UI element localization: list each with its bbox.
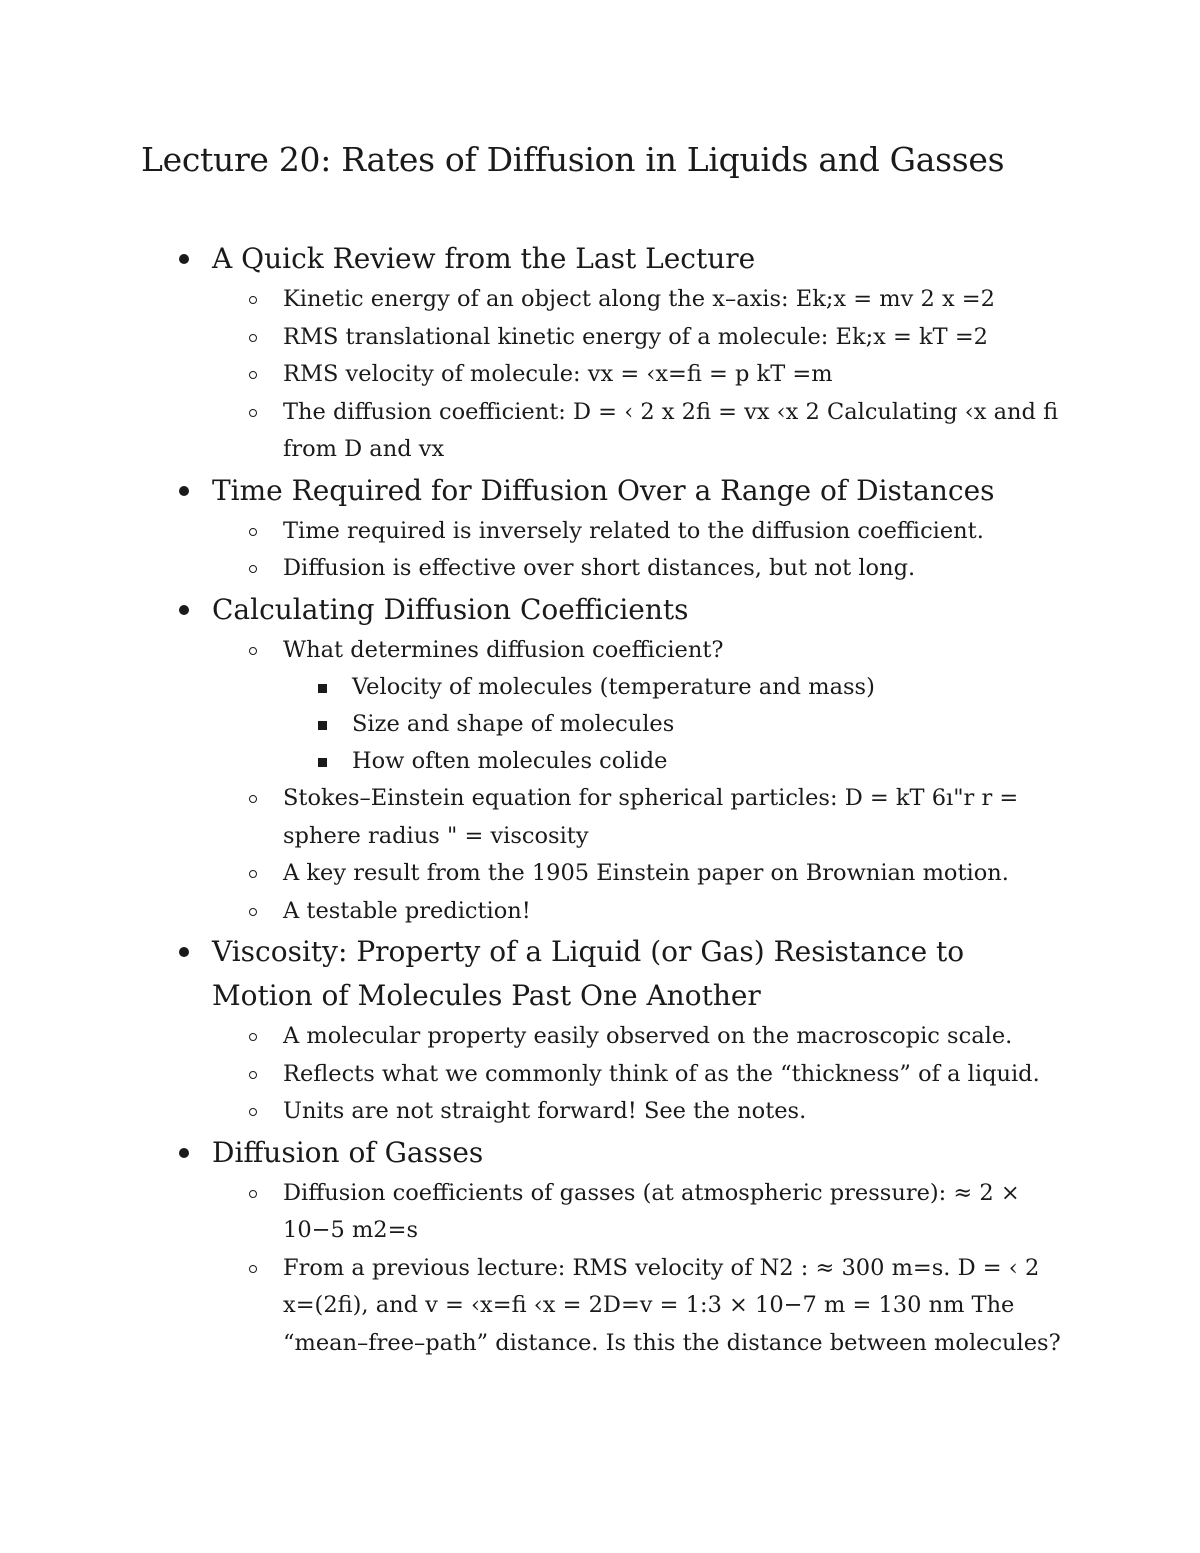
section-heading: Viscosity: Property of a Liquid (or Gas) Resistance to Motion of Molecules Past One Another: [212, 935, 965, 1012]
hollow-bullet-icon: [249, 1033, 257, 1041]
hollow-bullet-icon: [249, 528, 257, 536]
list-item: [0, 394, 1200, 469]
section-heading: A Quick Review from the Last Lecture: [212, 242, 756, 275]
section-points: [0, 281, 1200, 469]
list-item: [0, 281, 1200, 319]
list-item: [0, 513, 1200, 551]
list-item: [0, 1250, 1200, 1363]
sub-list-item-text: Size and shape of molecules: [352, 711, 675, 737]
square-bullet-icon: [318, 758, 327, 767]
sub-list-item: [0, 706, 1200, 743]
list-item-text: A testable prediction!: [283, 897, 531, 924]
hollow-bullet-icon: [249, 870, 257, 878]
filled-bullet-icon: [179, 254, 189, 264]
filled-bullet-icon: [179, 605, 189, 615]
list-item-text: A key result from the 1905 Einstein paper on Brownian motion.: [283, 860, 1009, 886]
list-item-text: The diffusion coefficient: D = ‹ 2 x 2ﬁ = vx ‹x 2 Calculating ‹x and ﬁ from D and vx: [283, 398, 1059, 462]
list-item-text: Diffusion coefficients of gasses (at atmospheric pressure): ≈ 2 × 10−5 m2=s: [283, 1179, 1020, 1243]
section-item: [0, 1131, 1200, 1363]
list-item: [0, 1175, 1200, 1250]
sub-list-item: [0, 743, 1200, 780]
list-item: [0, 893, 1200, 931]
square-bullet-icon: [318, 684, 327, 693]
list-item: [0, 356, 1200, 394]
section-item: [0, 588, 1200, 931]
hollow-bullet-icon: [249, 565, 257, 573]
section-heading: Time Required for Diffusion Over a Range of Distances: [212, 473, 995, 507]
list-item: [0, 855, 1200, 893]
list-item-text: Diffusion is effective over short distances, but not long.: [283, 555, 916, 581]
sub-list-item-text: Velocity of molecules (temperature and mass): [352, 674, 875, 700]
list-item: [0, 1018, 1200, 1056]
hollow-bullet-icon: [249, 795, 257, 803]
list-item-text: Stokes–Einstein equation for spherical particles: D = kT 6ı"r r = sphere radius " = viscosity: [283, 785, 1019, 849]
hollow-bullet-icon: [249, 1108, 257, 1116]
section-item: [0, 237, 1200, 469]
hollow-bullet-icon: [249, 1190, 257, 1198]
filled-bullet-icon: [179, 486, 189, 496]
hollow-bullet-icon: [249, 1265, 257, 1273]
section-heading: Calculating Diffusion Coefficients: [212, 592, 689, 626]
list-item-text: RMS velocity of molecule: vx = ‹x=ﬁ = p kT =m: [283, 361, 833, 387]
filled-bullet-icon: [179, 1148, 189, 1158]
square-bullet-icon: [318, 721, 327, 730]
filled-bullet-icon: [179, 947, 189, 957]
hollow-bullet-icon: [249, 908, 257, 916]
list-item-text: Reflects what we commonly think of as the “thickness” of a liquid.: [283, 1060, 1040, 1087]
section-item: [0, 469, 1200, 588]
section-points: [0, 513, 1200, 588]
section-points: [0, 632, 1200, 931]
list-item: [0, 1093, 1200, 1131]
list-item: [0, 550, 1200, 588]
sub-points: [0, 669, 1200, 780]
hollow-bullet-icon: [249, 296, 257, 304]
list-item: [0, 319, 1200, 357]
hollow-bullet-icon: [249, 647, 257, 655]
page-title: Lecture 20: Rates of Diffusion in Liquids and Gasses: [141, 140, 1005, 179]
sub-list-item-text: How often molecules colide: [352, 748, 668, 774]
section-points: [0, 1175, 1200, 1363]
lecture-outline: [0, 237, 1200, 1362]
list-item-text: Time required is inversely related to the diffusion coefficient.: [283, 517, 984, 544]
list-item-text: RMS translational kinetic energy of a molecule: Ek;x = kT =2: [283, 323, 988, 350]
section-heading: Diffusion of Gasses: [212, 1135, 484, 1169]
hollow-bullet-icon: [249, 409, 257, 417]
list-item: [0, 632, 1200, 781]
hollow-bullet-icon: [249, 371, 257, 379]
list-item: [0, 780, 1200, 855]
list-item: [0, 1056, 1200, 1094]
section-item: [0, 930, 1200, 1131]
list-item-text: Units are not straight forward! See the notes.: [283, 1098, 807, 1124]
list-item-text: A molecular property easily observed on the macroscopic scale.: [283, 1023, 1013, 1049]
sub-list-item: [0, 669, 1200, 706]
list-item-text: What determines diffusion coefficient?: [283, 636, 724, 663]
list-item-text: Kinetic energy of an object along the x–axis: Ek;x = mv 2 x =2: [283, 286, 995, 312]
list-item-text: From a previous lecture: RMS velocity of N2 : ≈ 300 m=s. D = ‹ 2 x=(2ﬁ), and v = ‹x=ﬁ ‹x = 2D=v = 1:3 × 10−7 m = 130 nm The “mean–free–path” distance. Is this the distance between molecules?: [283, 1254, 1061, 1356]
hollow-bullet-icon: [249, 1071, 257, 1079]
hollow-bullet-icon: [249, 334, 257, 342]
section-points: [0, 1018, 1200, 1131]
